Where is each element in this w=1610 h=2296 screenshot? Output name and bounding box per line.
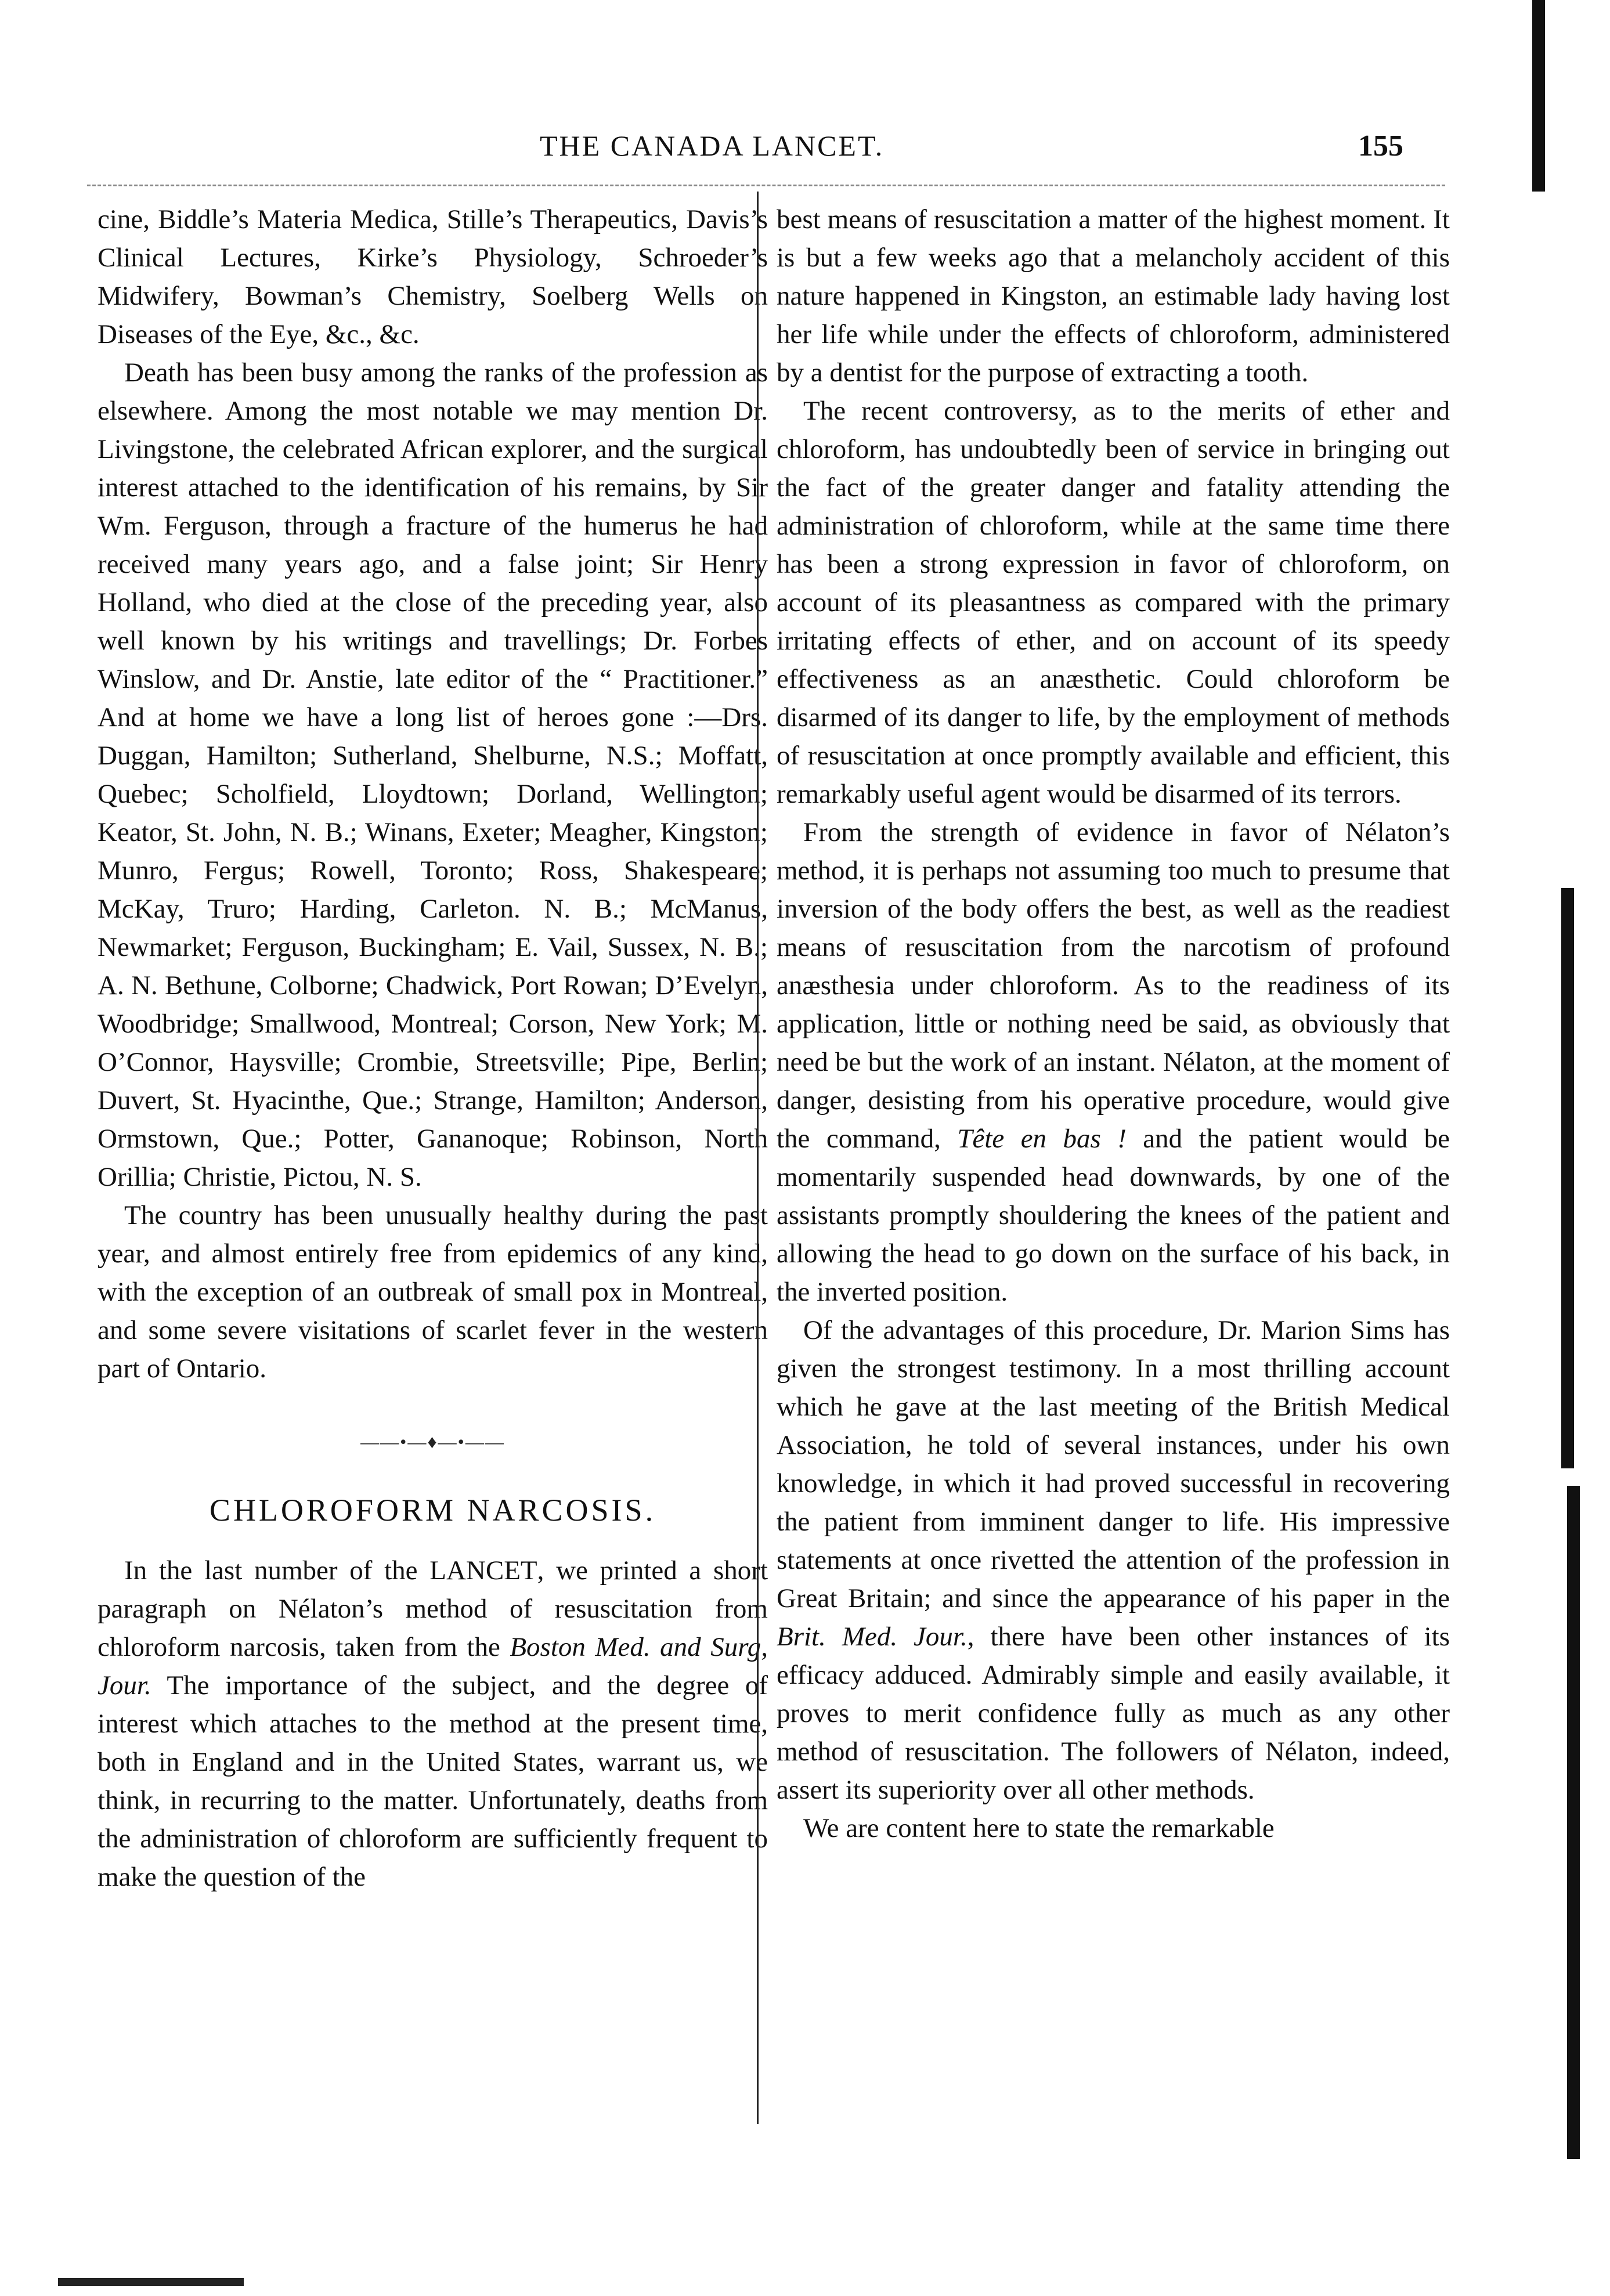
journal-title: Brit. Med. Jour. bbox=[777, 1622, 968, 1652]
paragraph-marion-sims bbox=[777, 1311, 1450, 1809]
running-title: THE CANADA LANCET. bbox=[540, 129, 885, 162]
binding-edge-mark-top bbox=[1532, 0, 1545, 192]
text-run: The importance of the subject, and the degree of interest which attaches to the method at the present time, both in England and in the United States, warrant us, we think, in recurring to the matter. Unfortunately, deaths from the administration of chloroform are sufficiently frequent to make the question of the bbox=[98, 1670, 768, 1892]
paragraph-textbooks: cine, Biddle’s Materia Medica, Stille’s Therapeutics, Davis’s Clinical Lectures, Kirke’s Physiology, Schroeder’s Midwifery, Bowman’s Chemistry, Soelberg Wells on Diseases of the Eye, &c., &c. bbox=[98, 204, 768, 349]
command-phrase: Tête en bas ! bbox=[957, 1124, 1127, 1154]
paragraph-health: The country has been unusually healthy during the past year, and almost entirely free from epidemics of any kind, with the exception of an outbreak of small pox in Montreal, and some severe visitations of scarlet fever in the western part of Ontario. bbox=[98, 1200, 768, 1384]
header-rule bbox=[87, 185, 1445, 186]
binding-edge-mark-middle bbox=[1561, 888, 1574, 1468]
journal-title: Boston Med. and Surg, Jour. bbox=[98, 1632, 768, 1701]
page-number: 155 bbox=[1358, 129, 1403, 163]
section-heading: CHLOROFORM NARCOSIS. bbox=[209, 1493, 656, 1528]
bottom-ink-smear bbox=[58, 2278, 244, 2286]
text-run: Of the advantages of this procedure, Dr. Marion Sims has given the strongest testimony. In a most thrilling account which he gave at the last meeting of the British Medical Association, he told of several instances, under his own knowledge, in which it had proved successful in recovering the patient from imminent danger to life. His impressive statements at once rivetted the attention of the profession in Great Britain; and since the appearance of his paper in the bbox=[777, 1315, 1450, 1613]
text-run: and the patient would be momentarily suspended head downwards, by one of the assistants promptly shouldering the knees of the patient and allowing the head to go down on the surface of his back, in the inverted position. bbox=[777, 1124, 1450, 1307]
paragraph-controversy: The recent controversy, as to the merits of ether and chloroform, has undoubtedly been of service in bringing out the fact of the greater danger and fatality attending the administration of chloroform, while at the same time there has been a strong expression in favor of chloroform, on account of its pleasantness as compared with the primary irritating effects of ether, and on account of its speedy effectiveness as an anæsthetic. Could chloroform be disarmed of its danger to life, by the employment of methods of resuscitation at once promptly available and efficient, this remarkably useful agent would be disarmed of its terrors. bbox=[777, 396, 1450, 809]
section-ornament: ——•—♦—•—— bbox=[360, 1431, 505, 1452]
text-run: In the last number of the bbox=[124, 1555, 430, 1586]
paragraph-nelaton-method bbox=[777, 813, 1450, 1311]
right-column bbox=[777, 200, 1450, 1847]
paragraph-continued: We are content here to state the remarkable bbox=[803, 1813, 1275, 1843]
paragraph-chloroform-intro bbox=[98, 1551, 768, 1896]
paragraph-obituaries: Death has been busy among the ranks of the profession as elsewhere. Among the most notable we may mention Dr. Livingstone, the celebrated African explorer, and the surgical interest attached to the identification of his remains, by Sir Wm. Ferguson, through a fracture of the humerus he had received many years ago, and a false joint; Sir Henry Holland, who died at the close of the preceding year, also well known by his writings and travellings; Dr. Forbes Winslow, and Dr. Anstie, late editor of the “ Practitioner.” And at home we have a long list of heroes gone :—Drs. Duggan, Hamilton; Sutherland, Shelburne, N.S.; Moffatt, Quebec; Scholfield, Lloydtown; Dorland, Wellington; Keator, St. John, N. B.; Winans, Exeter; Meagher, Kingston; Munro, Fergus; Rowell, Toronto; Ross, Shakespeare; McKay, Truro; Harding, Carleton. N. B.; McManus, Newmarket; Ferguson, Buckingham; E. Vail, Sussex, N. B.; A. N. Bethune, Colborne; Chadwick, Port Rowan; D’Evelyn, Woodbridge; Smallwood, Montreal; Corson, New York; M. O’Connor, Haysville; Crombie, Streetsville; Pipe, Berlin; Duvert, St. Hyacinthe, Que.; Strange, Hamilton; Anderson, Ormstown, Que.; Potter, Gananoque; Robinson, North Orillia; Christie, Pictou, N. S. bbox=[98, 358, 768, 1192]
text-run: From the strength of evidence in favor of Nélaton’s method, it is perhaps not assuming too much to presume that inversion of the body offers the best, as well as the readiest means of resuscitation from the narcotism of profound anæsthesia under chloroform. As to the readiness of its application, little or nothing need be said, as obviously that need be but the work of an instant. Nélaton, at the moment of danger, desisting from his operative procedure, would give the command, bbox=[777, 817, 1450, 1154]
lancet-name: LANCET bbox=[429, 1555, 537, 1586]
text-run: , there have been other instances of its efficacy adduced. Admirably simple and easily available, it proves to merit confidence fully as much as any other method of resuscitation. The followers of Nélaton, indeed, assert its superiority over all other methods. bbox=[777, 1622, 1450, 1805]
column-divider bbox=[757, 192, 759, 2124]
text-run: , we printed a short paragraph on Nélaton’s method of resuscitation from chloroform narcosis, taken from the bbox=[98, 1555, 768, 1662]
binding-edge-mark-bottom bbox=[1567, 1486, 1580, 2159]
paragraph-resuscitation: best means of resuscitation a matter of the highest moment. It is but a few weeks ago that a melancholy accident of this nature happened in Kingston, an estimable lady having lost her life while under the effects of chloroform, administered by a dentist for the purpose of extracting a tooth. bbox=[777, 204, 1450, 388]
left-column bbox=[98, 200, 768, 1896]
